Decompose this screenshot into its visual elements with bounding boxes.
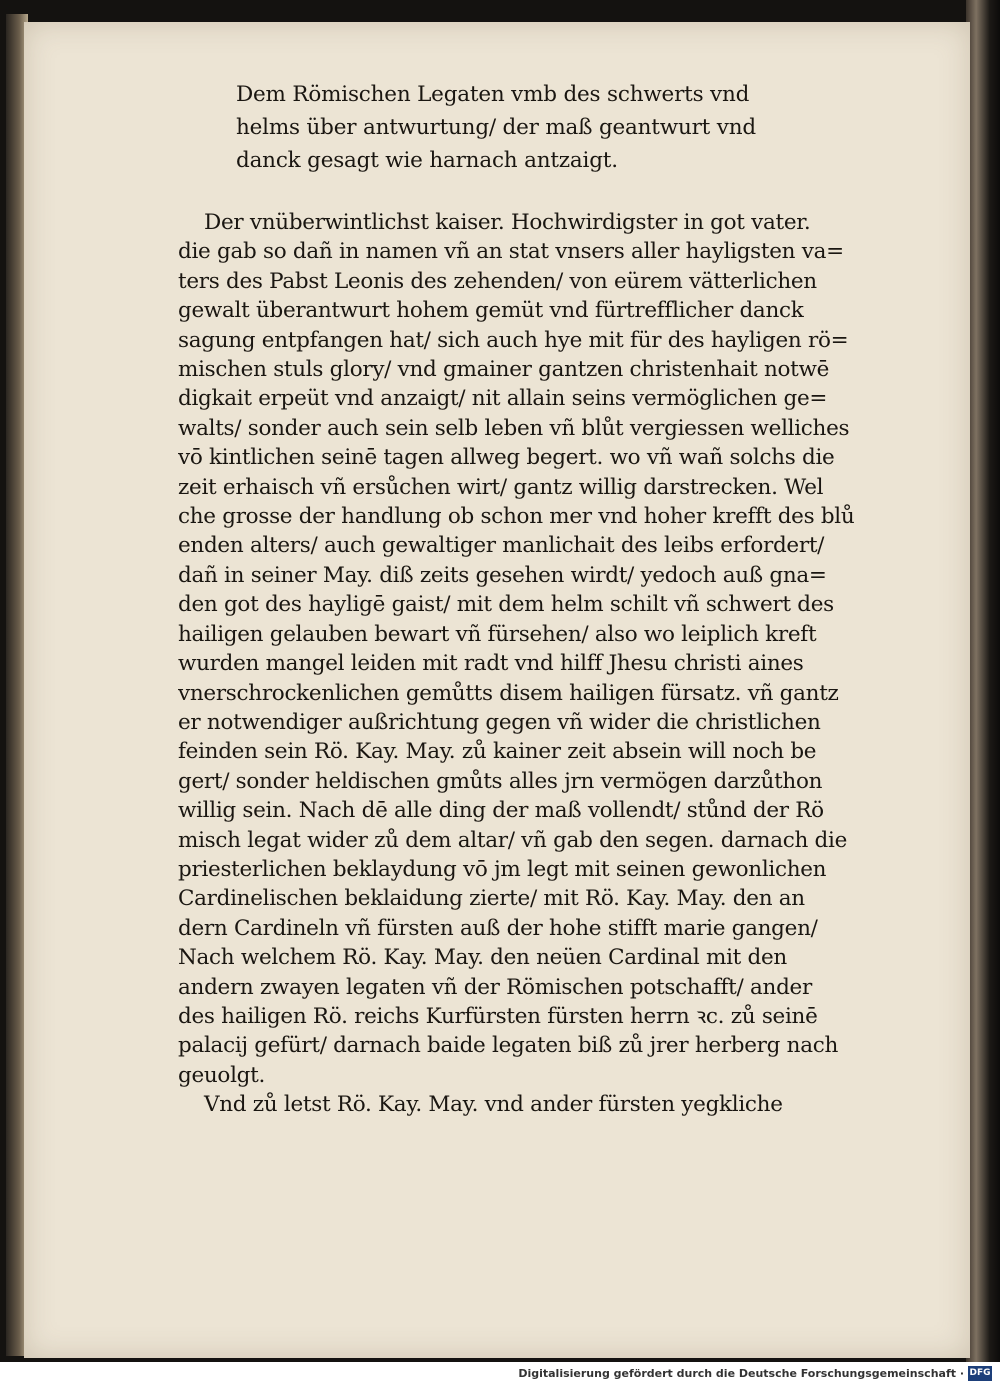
- body-line: palacij gefürt/ darnach baide legaten biß zů jrer herberg nach: [178, 1033, 839, 1059]
- body-line: Vnd zů letst Rö. Kay. May. vnd ander fürsten yegkliche: [204, 1092, 783, 1118]
- body-line: hailigen gelauben bewart vñ fürsehen/ also wo leiplich kreft: [178, 621, 817, 647]
- body-line: andern zwayen legaten vñ der Römischen potschafft/ ander: [178, 974, 812, 1000]
- body-line: vō kintlichen seinē tagen allweg begert. wo vñ wañ solchs die: [178, 445, 835, 471]
- dfg-logo-icon: DFG: [968, 1366, 992, 1381]
- section-heading: [236, 78, 856, 177]
- body-line: enden alters/ auch gewaltiger manlichait des leibs erfordert/: [178, 533, 825, 559]
- body-line: des hailigen Rö. reichs Kurfürsten fürsten herrn ꝛc. zů seinē: [178, 1003, 818, 1029]
- body-line: Cardinelischen beklaidung zierte/ mit Rö. Kay. May. den an: [178, 886, 805, 912]
- body-line: zeit erhaisch vñ ersůchen wirt/ gantz willig darstrecken. Wel: [178, 474, 824, 500]
- funding-credit: Digitalisierung gefördert durch die Deutsche Forschungsgemeinschaft ·: [518, 1367, 964, 1380]
- body-line: mischen stuls glory/ vnd gmainer gantzen christenhait notwē: [178, 357, 830, 383]
- body-line: ters des Pabst Leonis des zehenden/ von eürem vätterlichen: [178, 268, 817, 294]
- body-line: die gab so dañ in namen vñ an stat vnsers aller hayligsten va=: [178, 239, 844, 265]
- body-line: er notwendiger außrichtung gegen vñ wider die christlichen: [178, 709, 821, 735]
- body-line: geuolgt.: [178, 1062, 265, 1088]
- body-line: willig sein. Nach dē alle ding der maß vollendt/ stůnd der Rö: [178, 798, 824, 824]
- body-line: wurden mangel leiden mit radt vnd hilff Jhesu christi aines: [178, 651, 804, 677]
- body-line: Nach welchem Rö. Kay. May. den neüen Cardinal mit den: [178, 945, 787, 971]
- heading-line: Dem Römischen Legaten vmb des schwerts vnd: [236, 82, 750, 107]
- body-line: Der vnüberwintlichst kaiser. Hochwirdigster in got vater.: [204, 210, 811, 235]
- body-line: gewalt überantwurt hohem gemüt vnd fürtrefflicher danck: [178, 298, 804, 324]
- heading-line: danck gesagt wie harnach antzaigt.: [236, 148, 618, 173]
- body-line: misch legat wider zů dem altar/ vñ gab den segen. darnach die: [178, 827, 848, 853]
- body-line: priesterlichen beklaydung vō jm legt mit seinen gewonlichen: [178, 856, 827, 882]
- body-line: vnerschrockenlichen gemůtts disem hailigen fürsatz. vñ gantz: [178, 680, 839, 706]
- heading-line: helms über antwurtung/ der maß geantwurt vnd: [236, 115, 756, 140]
- body-line: walts/ sonder auch sein selb leben vñ blůt vergiessen welliches: [178, 415, 850, 441]
- body-line: gert/ sonder heldischen gmůts alles jrn vermögen darzůthon: [178, 768, 823, 794]
- body-line: sagung entpfangen hat/ sich auch hye mit für des hayligen rö=: [178, 327, 849, 353]
- page-edge-right: [966, 0, 1000, 1362]
- body-line: dañ in seiner May. diß zeits gesehen wirdt/ yedoch auß gna=: [178, 562, 827, 588]
- body-line: che grosse der handlung ob schon mer vnd hoher krefft des blů: [178, 504, 855, 530]
- body-line: den got des hayligē gaist/ mit dem helm schilt vñ schwert des: [178, 592, 834, 618]
- body-line: feinden sein Rö. Kay. May. zů kainer zeit absein will noch be: [178, 739, 817, 765]
- body-line: dern Cardineln vñ fürsten auß der hohe stifft marie gangen/: [178, 915, 818, 941]
- body-text: [178, 208, 888, 1120]
- body-line: digkait erpeüt vnd anzaigt/ nit allain seins vermöglichen ge=: [178, 386, 828, 412]
